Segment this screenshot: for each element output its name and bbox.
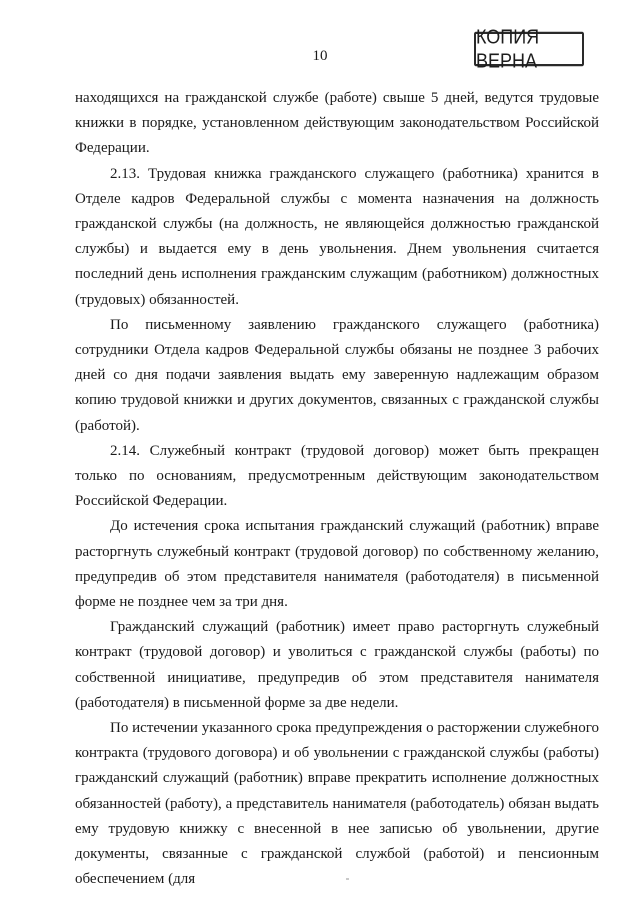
- paragraph-resignation-right: Гражданский служащий (работник) имеет право расторгнуть служебный контракт (трудовой договор) и уволиться с гражданской службы (работы) по собственной инициативе, предупредив об этом представителя нанимателя (работодателя) в письменной форме за две недели.: [75, 619, 599, 711]
- paragraph-2-14: 2.14. Служебный контракт (трудовой договор) может быть прекращен только по основаниям, предусмотренным действующим законодательством Российской Федерации.: [75, 442, 599, 510]
- document-body: [75, 86, 599, 893]
- paragraph-probation: До истечения срока испытания гражданский служащий (работник) вправе расторгнуть служебный контракт (трудовой договор) по собственному желанию, предупредив об этом представителя нанимателя (работодателя) в письменной форме не позднее чем за три дня.: [75, 518, 599, 611]
- page-number: 10: [312, 48, 328, 64]
- scan-speck: [346, 878, 349, 880]
- paragraph-copy-request: По письменному заявлению гражданского служащего (работника) сотрудники Отдела кадров Федеральной службы обязаны не позднее 3 рабочих дней со дня подачи заявления выдать ему заверенную надлежащим образом копию трудовой книжки и других документов, связанных с гражданской службы (работой).: [75, 316, 599, 434]
- stamp-text: КОПИЯ ВЕРНА: [476, 24, 540, 72]
- paragraph-2-13: 2.13. Трудовая книжка гражданского служащего (работника) хранится в Отделе кадров Федеральной службы с момента назначения на должность гражданской службы (на должность, не являющейся должностью гражданской службы) и выдается ему в день увольнения. Днем увольнения считается последний день исполнения гражданским служащим (работником) должностных (трудовых) обязанностей.: [75, 165, 599, 308]
- copy-certified-stamp: [474, 24, 584, 72]
- paragraph-continuation: находящихся на гражданской службе (работе) свыше 5 дней, ведутся трудовые книжки в порядке, установленном действующим законодательством Российской Федерации.: [75, 90, 599, 157]
- paragraph-after-notice: По истечении указанного срока предупреждения о расторжении служебного контракта (трудового договора) и об увольнении с гражданской службы (работы) гражданский служащий (работник) вправе прекратить исполнение должностных обязанностей (работу), а представитель нанимателя (работодатель) обязан выдать ему трудовую книжку с внесенной в нее записью об увольнении, другие документы, связанные с гражданской службой (работой) и пенсионным обеспечением (для: [75, 720, 599, 888]
